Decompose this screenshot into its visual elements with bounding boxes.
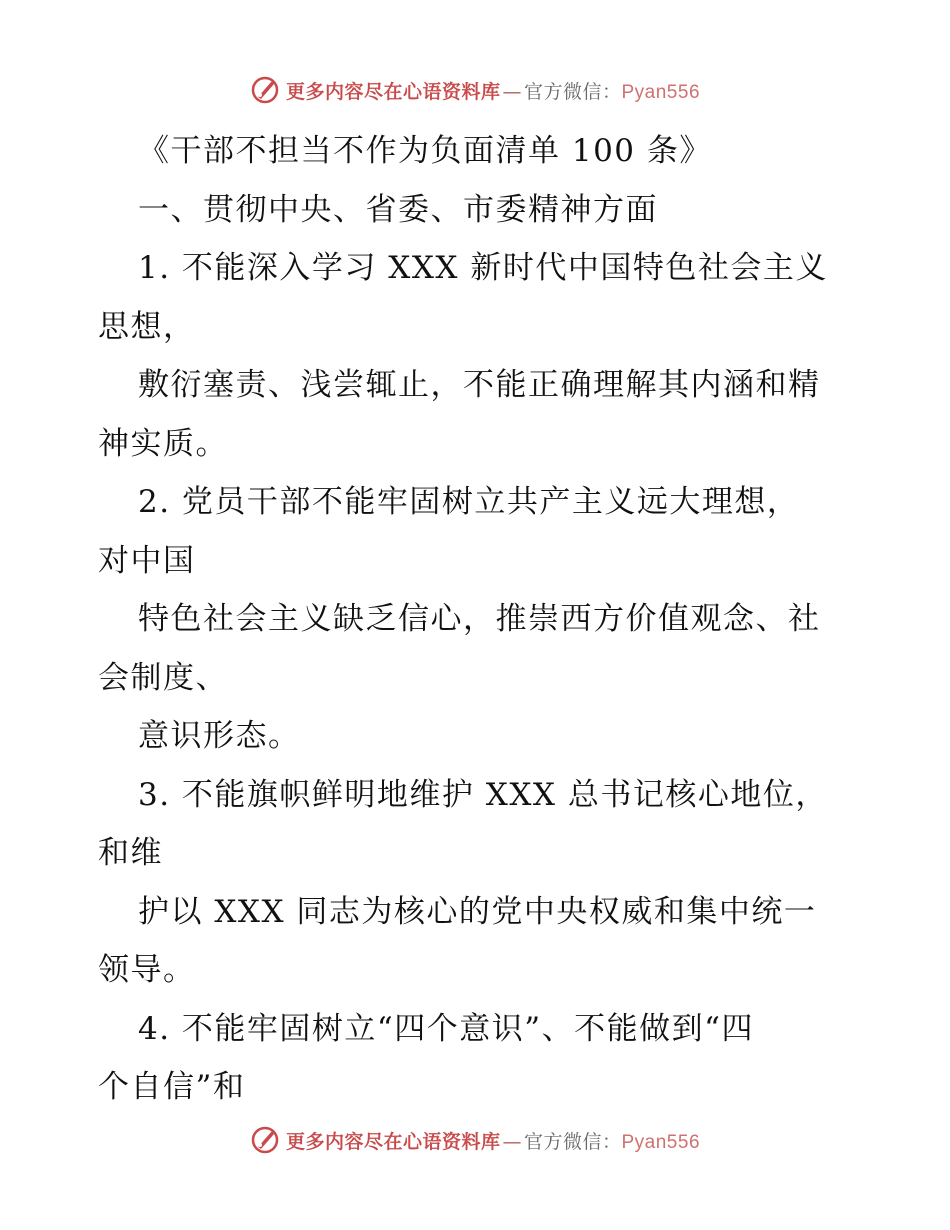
list-item-2-line-3: 特色社会主义缺乏信心，推崇西方价值观念、社 [138,601,821,637]
quill-seal-icon [250,75,280,105]
list-item-3-line-4: 领导。 [98,952,196,988]
banner-main-text: 更多内容尽在心语资料库 [285,80,501,103]
section-heading: 一、贯彻中央、省委、市委精神方面 [138,191,658,228]
list-item-1-line-3: 敷衍塞责、浅尝辄止，不能正确理解其内涵和精 [138,367,821,403]
banner-text [286,77,700,104]
list-item-1-line-4: 神实质。 [98,425,228,462]
list-item-3-line-3: 护以 XXX 同志为核心的党中央权威和集中统一 [138,893,817,930]
list-item-2-line-1: 2. 党员干部不能牢固树立共产主义远大理想， [138,484,800,520]
list-item-1-line-2: 思想， [98,308,196,345]
banner-main-text: 更多内容尽在心语资料库 [285,1130,501,1153]
banner-text [286,1127,700,1154]
list-item-4-line-1: 4. 不能牢固树立“四个意识”、不能做到“四 [138,1010,754,1047]
list-item-2-line-4: 会制度、 [98,659,228,696]
list-item-3-line-2: 和维 [98,835,163,871]
header-banner [0,70,950,110]
banner-separator: — [502,1130,522,1153]
banner-wechat-id: Pyan556 [621,1131,701,1153]
footer-banner [0,1120,950,1160]
banner-official-label: 官方微信： [523,1130,622,1153]
banner-separator: — [502,80,522,103]
list-item-4-line-2: 个自信”和 [98,1069,246,1105]
document-body [98,122,858,1117]
quill-seal-icon [250,1125,280,1155]
banner-wechat-id: Pyan556 [621,81,701,103]
list-item-1-line-1: 1. 不能深入学习 XXX 新时代中国特色社会主义 [138,250,828,286]
list-item-2-line-5: 意识形态。 [138,718,301,754]
list-item-3-line-1: 3. 不能旗帜鲜明地维护 XXX 总书记核心地位， [138,776,828,813]
banner-official-label: 官方微信： [523,80,622,103]
list-item-2-line-2: 对中国 [98,542,196,579]
document-title: 《干部不担当不作为负面清单 100 条》 [138,133,712,169]
